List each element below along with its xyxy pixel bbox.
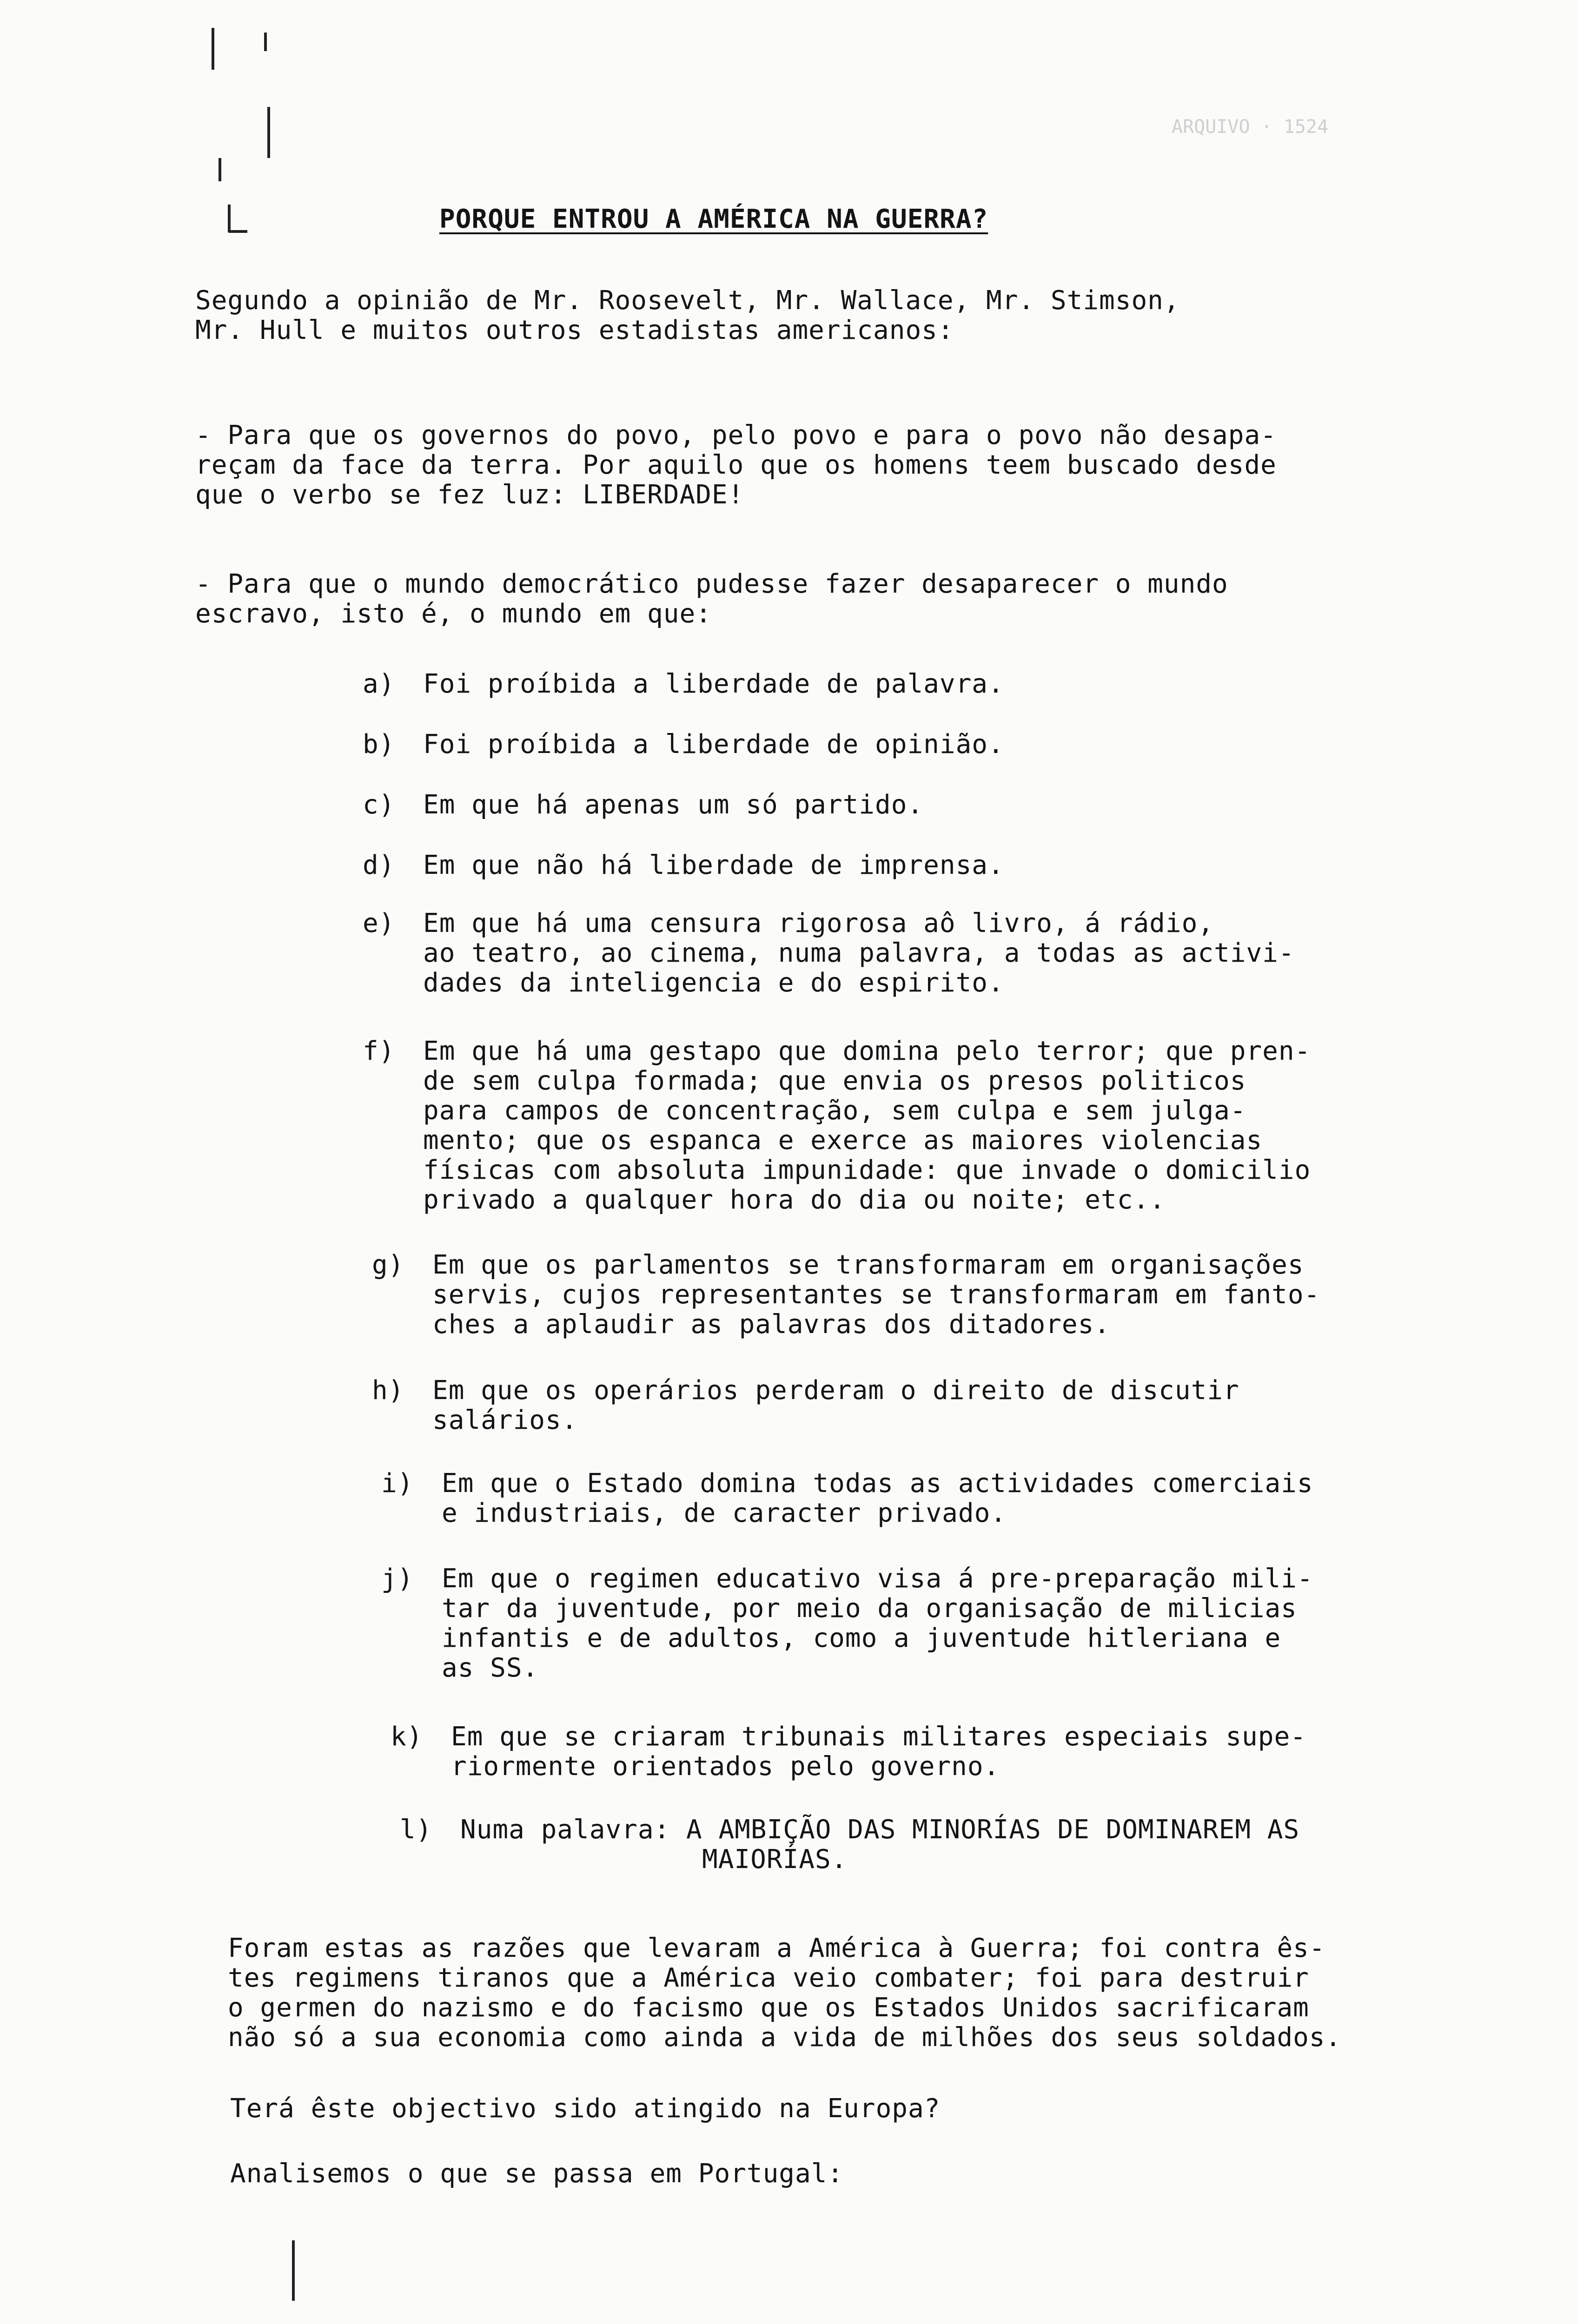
closing-line: Analisemos o que se passa em Portugal: [230, 2159, 844, 2189]
text-line: tar da juventude, por meio da organisação de milicias [442, 1593, 1297, 1624]
text-line: ao teatro, ao cinema, numa palavra, a todas as activi- [423, 938, 1295, 968]
paragraph-liberty [195, 421, 1277, 510]
text-line: Segundo a opinião de Mr. Roosevelt, Mr. Wallace, Mr. Stimson, [195, 285, 1180, 316]
intro-paragraph [195, 286, 1180, 345]
text-line: Foram estas as razões que levaram a América à Guerra; foi contra ês- [228, 1933, 1325, 1963]
margin-mark [267, 107, 270, 158]
text-line: Em que há uma gestapo que domina pelo terror; que pren- [423, 1036, 1311, 1066]
text-line: dades da inteligencia e do espirito. [423, 968, 1004, 998]
list-item [363, 1037, 1311, 1215]
item-label: g) [372, 1250, 404, 1280]
text-line: Mr. Hull e muitos outros estadistas americanos: [195, 315, 954, 345]
text-line: que o verbo se fez luz: LIBERDADE! [195, 480, 744, 510]
item-label: h) [372, 1375, 404, 1406]
list-item [391, 1722, 1306, 1782]
item-label: f) [363, 1036, 395, 1066]
item-label: k) [391, 1722, 423, 1752]
text-line: Foi proíbida a liberdade de opinião. [423, 729, 1004, 759]
margin-mark [212, 28, 214, 70]
paragraph-democratic-world [195, 569, 1228, 629]
item-label: d) [363, 850, 395, 880]
list-item [363, 730, 1004, 759]
text-line: não só a sua economia como ainda a vida de milhões dos seus soldados. [228, 2022, 1342, 2053]
list-item [372, 1250, 1320, 1340]
list-item [400, 1815, 1299, 1875]
margin-mark [219, 158, 221, 181]
list-item [381, 1469, 1313, 1528]
text-line: salários. [432, 1405, 578, 1435]
margin-mark [228, 205, 231, 232]
text-line: tes regimens tiranos que a América veio combater; foi para destruir [228, 1963, 1309, 1993]
text-line: Em que os parlamentos se transformaram em organisações [432, 1250, 1304, 1280]
margin-mark [229, 230, 247, 233]
text-line: Em que se criaram tribunais militares especiais supe- [451, 1722, 1306, 1752]
document-title: PORQUE ENTROU A AMÉRICA NA GUERRA? [439, 204, 988, 234]
text-line: para campos de concentração, sem culpa e sem julga- [423, 1096, 1246, 1126]
archive-stamp: ARQUIVO · 1524 [1172, 116, 1329, 138]
list-item [372, 1376, 1239, 1435]
text-line: de sem culpa formada; que envia os presos politicos [423, 1066, 1246, 1096]
item-label: j) [381, 1564, 414, 1594]
list-item [363, 909, 1295, 998]
item-label: b) [363, 729, 395, 759]
text-line: Em que não há liberdade de imprensa. [423, 850, 1004, 880]
question-line: Terá êste objectivo sido atingido na Europa? [230, 2093, 941, 2124]
list-item [363, 669, 1004, 699]
text-line: Em que o Estado domina todas as actividades comerciais [442, 1468, 1313, 1499]
text-line: e industriais, de caracter privado. [442, 1498, 1007, 1528]
text-line: MAIORÍAS. [702, 1844, 848, 1875]
text-line: riormente orientados pelo governo. [451, 1751, 1000, 1782]
text-line: Em que há uma censura rigorosa aô livro, á rádio, [423, 908, 1214, 938]
list-item [363, 790, 923, 820]
text-line: físicas com absoluta impunidade: que invade o domicilio [423, 1155, 1311, 1185]
text-line: Em que o regimen educativo visa á pre-preparação mili- [442, 1564, 1313, 1594]
text-line: Foi proíbida a liberdade de palavra. [423, 669, 1004, 699]
margin-mark [264, 33, 267, 51]
text-line: privado a qualquer hora do dia ou noite; etc.. [423, 1185, 1166, 1215]
text-line: - Para que o mundo democrático pudesse fazer desaparecer o mundo [195, 569, 1228, 599]
list-item [363, 851, 1004, 880]
text-line: o germen do nazismo e do facismo que os Estados Unidos sacrificaram [228, 1993, 1309, 2023]
text-line: Em que há apenas um só partido. [423, 790, 924, 820]
text-line: infantis e de adultos, como a juventude hitleriana e [442, 1623, 1281, 1653]
text-line: servis, cujos representantes se transformaram em fanto- [432, 1280, 1320, 1310]
text-line: Em que os operários perderam o direito de discutir [432, 1375, 1239, 1406]
text-line: mento; que os espanca e exerce as maiores violencias [423, 1125, 1263, 1155]
item-label: e) [363, 908, 395, 938]
margin-mark [292, 2240, 295, 2301]
paragraph-reasons [228, 1934, 1341, 2053]
text-line: Numa palavra: A AMBIÇÃO DAS MINORÍAS DE DOMINAREM AS [460, 1815, 1300, 1845]
item-label: i) [381, 1468, 414, 1499]
item-label: c) [363, 790, 395, 820]
text-line: as SS. [442, 1653, 539, 1683]
item-label: a) [363, 669, 395, 699]
text-line: ches a aplaudir as palavras dos ditadores. [432, 1309, 1111, 1340]
text-line: escravo, isto é, o mundo em que: [195, 599, 712, 629]
text-line: reçam da face da terra. Por aquilo que os homens teem buscado desde [195, 450, 1277, 480]
item-label: l) [400, 1815, 432, 1845]
list-item [381, 1564, 1313, 1683]
text-line: - Para que os governos do povo, pelo povo e para o povo não desapa- [195, 420, 1277, 450]
